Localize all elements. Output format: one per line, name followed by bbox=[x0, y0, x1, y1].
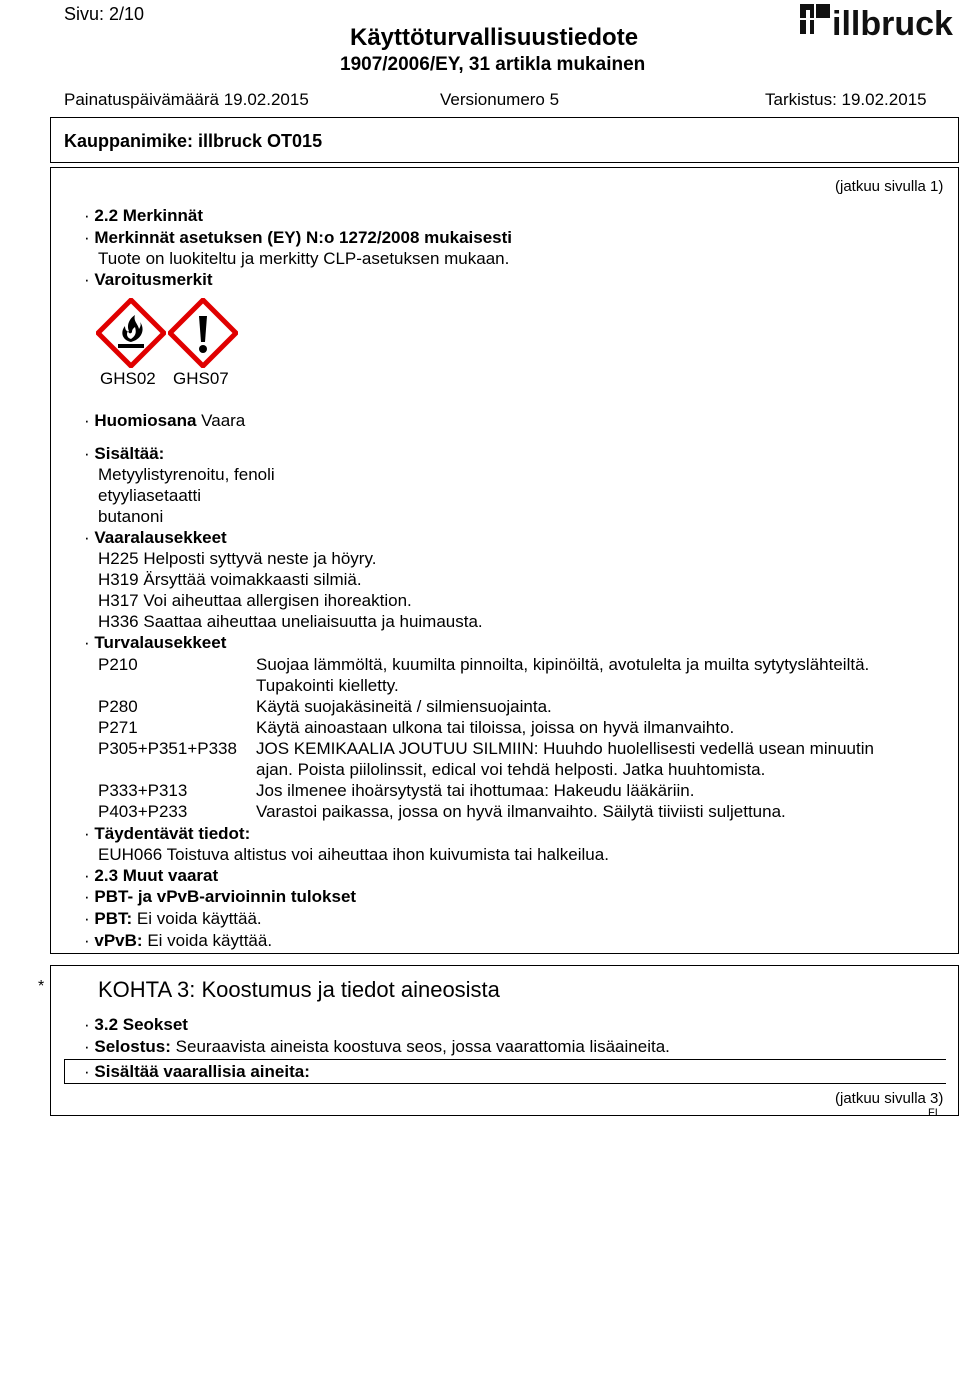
document-title: Käyttöturvallisuustiedote bbox=[350, 24, 639, 51]
precaution-text: ajan. Poista piilolinssit, edical voi tehdä helposti. Jatka huuhtomista. bbox=[256, 760, 766, 779]
mixtures-heading: · 3.2 Seokset bbox=[84, 1014, 188, 1035]
labels-heading: · 2.2 Merkinnät bbox=[84, 205, 203, 226]
table-divider bbox=[64, 1083, 946, 1084]
classification-text: Tuote on luokiteltu ja merkitty CLP-asetuksen mukaan. bbox=[98, 249, 510, 268]
precaution-text: JOS KEMIKAALIA JOUTUU SILMIIN: Huuhdo huolellisesti vedellä usean minuutin bbox=[256, 739, 874, 758]
product-name: Kauppanimike: illbruck OT015 bbox=[64, 131, 323, 151]
pbt-results-heading: · PBT- ja vPvB-arvioinnin tulokset bbox=[84, 886, 356, 907]
vpvb-row: · vPvB: Ei voida käyttää. bbox=[84, 930, 272, 951]
precaution-code: P333+P313 bbox=[98, 781, 188, 800]
continued-to: (jatkuu sivulla 3) bbox=[835, 1090, 944, 1107]
precaution-text: Varastoi paikassa, jossa on hyvä ilmanvaihto. Säilytä tiiviisti suljettuna. bbox=[256, 802, 786, 821]
pbt-row: · PBT: Ei voida käyttää. bbox=[84, 908, 262, 929]
hazard-statement: H319 Ärsyttää voimakkaasti silmiä. bbox=[98, 570, 362, 589]
ingredient-item: butanoni bbox=[98, 507, 164, 526]
signal-word-row: · Huomiosana Vaara bbox=[84, 410, 245, 431]
precaution-code: P280 bbox=[98, 697, 138, 716]
precautionary-label: · Turvalausekkeet bbox=[84, 632, 226, 653]
precaution-text: Suojaa lämmöltä, kuumilta pinnoilta, kipinöiltä, avotulelta ja muilta sytytyslähteiltä. bbox=[256, 655, 870, 674]
regulation-heading: · Merkinnät asetuksen (EY) N:o 1272/2008 mukaisesti bbox=[84, 227, 512, 248]
ingredient-item: etyyliasetaatti bbox=[98, 486, 201, 505]
other-hazards-heading: · 2.3 Muut vaarat bbox=[84, 865, 218, 886]
document-subtitle: 1907/2006/EY, 31 artikla mukainen bbox=[340, 54, 646, 75]
print-date: Painatuspäivämäärä 19.02.2015 bbox=[64, 90, 309, 109]
hazard-statements-label: · Vaaralausekkeet bbox=[84, 527, 227, 548]
section3-title: KOHTA 3: Koostumus ja tiedot aineosista bbox=[98, 977, 500, 1002]
precaution-text: Käytä ainoastaan ulkona tai tiloissa, joissa on hyvä ilmanvaihto. bbox=[256, 718, 735, 737]
ghs02-flame-icon bbox=[96, 298, 166, 368]
ingredient-item: Metyylistyrenoitu, fenoli bbox=[98, 465, 275, 484]
description-row: · Selostus: Seuraavista aineista koostuva seos, jossa vaarattomia lisäaineita. bbox=[84, 1036, 670, 1057]
ghs07-label: GHS07 bbox=[173, 369, 229, 388]
hazardous-substances-label: · Sisältää vaarallisia aineita: bbox=[84, 1061, 310, 1082]
supplementary-text: EUH066 Toistuva altistus voi aiheuttaa ihon kuivumista tai halkeilua. bbox=[98, 845, 609, 864]
precaution-code: P403+P233 bbox=[98, 802, 188, 821]
supplementary-label: · Täydentävät tiedot: bbox=[84, 823, 250, 844]
hazard-statement: H317 Voi aiheuttaa allergisen ihoreaktion. bbox=[98, 591, 412, 610]
hazard-statement: H336 Saattaa aiheuttaa uneliaisuutta ja huimausta. bbox=[98, 612, 483, 631]
precaution-code: P271 bbox=[98, 718, 138, 737]
ghs07-exclamation-icon bbox=[168, 298, 238, 368]
pictograms-label: · Varoitusmerkit bbox=[84, 269, 213, 290]
page-number: Sivu: 2/10 bbox=[64, 4, 145, 24]
precaution-text: Tupakointi kielletty. bbox=[256, 676, 399, 695]
product-box bbox=[50, 117, 959, 163]
precaution-code: P305+P351+P338 bbox=[98, 739, 237, 758]
revision-date: Tarkistus: 19.02.2015 bbox=[765, 90, 927, 109]
change-marker: * bbox=[38, 978, 45, 995]
logo-text: illbruck bbox=[832, 5, 953, 42]
precaution-code: P210 bbox=[98, 655, 138, 674]
precaution-text: Jos ilmenee ihoärsytystä tai ihottumaa: Hakeudu lääkäriin. bbox=[256, 781, 695, 800]
hazard-statement: H225 Helposti syttyvä neste ja höyry. bbox=[98, 549, 377, 568]
precaution-text: Käytä suojakäsineitä / silmiensuojainta. bbox=[256, 697, 552, 716]
illbruck-logo bbox=[800, 2, 960, 42]
version-number: Versionumero 5 bbox=[440, 90, 560, 109]
ghs02-label: GHS02 bbox=[100, 369, 156, 388]
language-code: FI bbox=[928, 1107, 938, 1119]
continued-from: (jatkuu sivulla 1) bbox=[835, 178, 944, 195]
contains-label: · Sisältää: bbox=[84, 443, 164, 464]
